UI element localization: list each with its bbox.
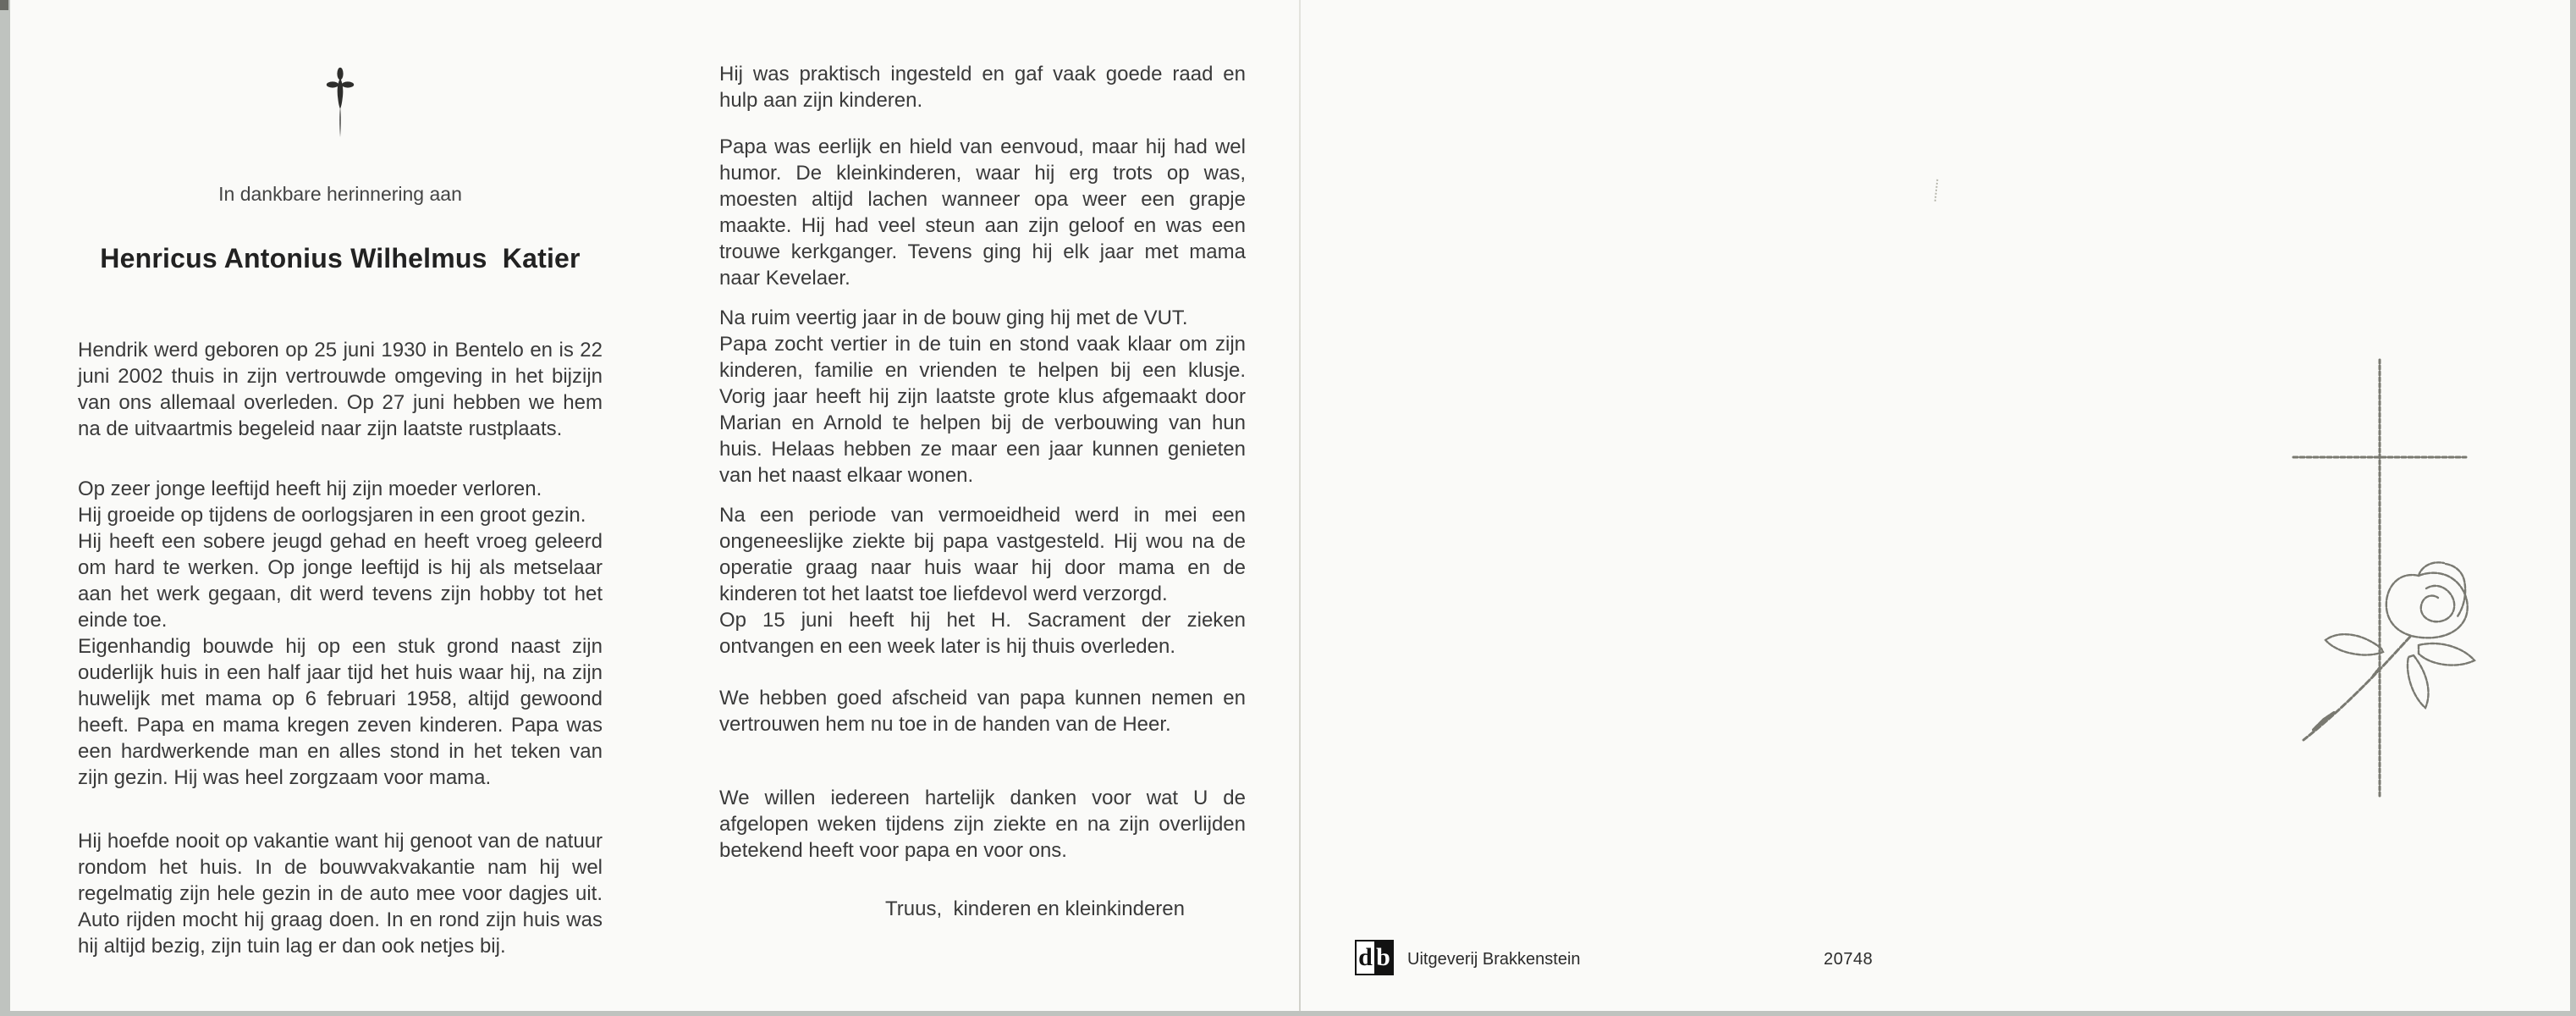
text-segment: Eigenhandig bouwde hij op een stuk grond naast zijn ouderlijk huis in een half jaar tijd het huis waar hij, na zijn huwelijk met mama op 6 februari 1958, altijd gewoond heeft. Papa en mama kregen zeven kinderen. Papa was een hardwerkende man en alles stond in het teken van zijn gezin. Hij was heel zorgzaam voor mama. — [78, 635, 603, 789]
publisher-logo — [1355, 940, 1394, 975]
paragraph — [719, 685, 1246, 737]
text-segment: We willen iedereen hartelijk danken voor wat U de afgelopen weken tijdens zijn ziekte en na zijn overlijden betekend heeft voor papa en voor ons. — [719, 787, 1246, 862]
dedication-line: In dankbare herinnering aan — [218, 183, 462, 205]
signature-line: Truus, kinderen en kleinkinderen — [885, 897, 1185, 920]
publisher-footer — [1299, 936, 2576, 987]
deceased-name: Henricus Antonius Wilhelmus Katier — [100, 243, 581, 273]
right-column — [719, 61, 1246, 922]
column2-text — [719, 61, 1246, 864]
text-segment: Papa was eerlijk en hield van eenvoud, maar hij had wel humor. De kleinkinderen, waar hij erg trots op was, moesten altijd lachen wanneer opa weer een grapje maakte. Hij had veel steun aan zijn geloof en was een trouwe kerkganger. Tevens ging hij elk jaar met mama naar Kevelaer. — [719, 135, 1246, 290]
text-segment: Hij was praktisch ingesteld en gaf vaak goede raad en hulp aan zijn kinderen. — [719, 63, 1246, 112]
column1-text — [78, 337, 603, 959]
text-segment: Na ruim veertig jaar in de bouw ging hij met de VUT. — [719, 306, 1188, 329]
logo-monogram-b: b — [1374, 941, 1392, 974]
logo-monogram-d: d — [1357, 941, 1374, 974]
text-segment: Hij groeide op tijdens de oorlogsjaren in een groot gezin. — [78, 504, 586, 527]
paragraph — [78, 337, 603, 442]
text-segment: Op zeer jonge leeftijd heeft hij zijn moeder verloren. — [78, 478, 542, 500]
cross-and-rose-sketch-icon — [2253, 322, 2540, 813]
scanned-card-sheet — [10, 0, 2570, 1011]
text-segment: Hendrik werd geboren op 25 juni 1930 in Bentelo en is 22 juni 2002 thuis in zijn vertrouwde omgeving in het bijzijn van ons allemaal overleden. Op 27 juni hebben we hem na de uitvaartmis begeleid naar zijn laatste rustplaats. — [78, 339, 603, 440]
paragraph — [719, 61, 1246, 113]
paragraph — [719, 502, 1246, 660]
paragraph — [719, 785, 1246, 864]
paragraph — [78, 476, 603, 791]
text-segment: Na een periode van vermoeidheid werd in mei een ongeneeslijke ziekte bij papa vastgesteld. Hij wou na de operatie graag naar huis waar hij door mama en de kinderen tot het laatst toe liefdevol werd verzorgd. — [719, 504, 1246, 605]
text-segment: Hij heeft een sobere jeugd gehad en heeft vroeg geleerd om hard te werken. Op jonge leeftijd is hij als metselaar aan het werk gegaan, dit werd tevens zijn hobby tot het einde toe. — [78, 530, 603, 632]
paragraph — [719, 305, 1246, 489]
text-segment: Op 15 juni heeft hij het H. Sacrament der zieken ontvangen en een week later is hij thuis overleden. — [719, 609, 1246, 658]
paragraph — [78, 828, 603, 959]
memorial-cross-icon — [78, 64, 603, 149]
card-number: 20748 — [1824, 950, 1874, 969]
text-segment: Hij hoefde nooit op vakantie want hij genoot van de natuur rondom het huis. In de bouwvakvakantie nam hij wel regelmatig zijn hele gezin in de auto mee voor dagjes uit. Auto rijden mocht hij graag doen. In en rond zijn huis was hij altijd bezig, zijn tuin lag er dan ook netjes bij. — [78, 830, 603, 958]
scan-corner-artifact — [0, 0, 8, 10]
paragraph — [719, 134, 1246, 291]
text-segment: Papa zocht vertier in de tuin en stond vaak klaar om zijn kinderen, familie en vrienden te helpen bij een klusje. Vorig jaar heeft hij zijn laatste grote klus afgemaakt door Marian en Arnold te helpen bij de verbouwing van hun huis. Helaas hebben ze maar een jaar kunnen genieten van het naast elkaar wonen. — [719, 333, 1246, 487]
right-card-page — [1299, 0, 2576, 1011]
scan-smudge — [1935, 179, 1942, 202]
publisher-name: Uitgeverij Brakkenstein — [1407, 950, 1581, 969]
left-card-page — [10, 0, 1289, 1011]
text-segment: We hebben goed afscheid van papa kunnen nemen en vertrouwen hem nu toe in de handen van de Heer. — [719, 687, 1246, 736]
